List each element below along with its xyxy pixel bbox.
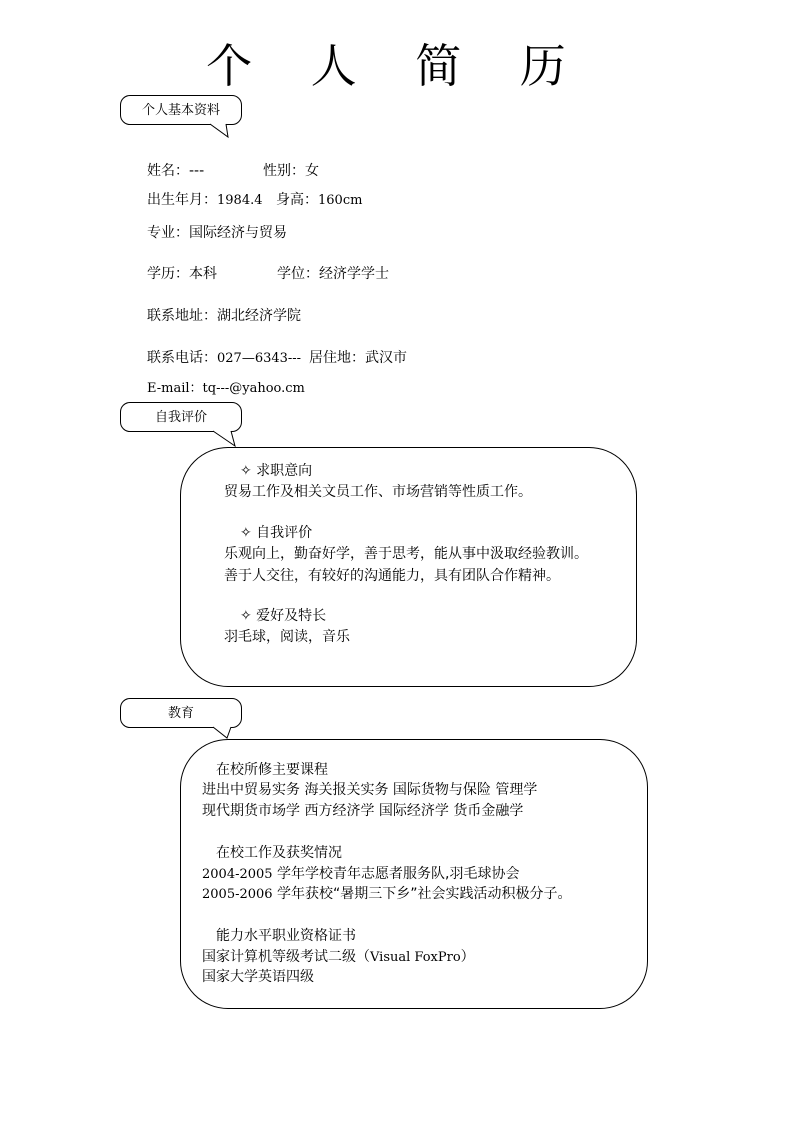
awards-year: 2004-2005 [202, 867, 273, 882]
hobbies-text: 羽毛球，阅读，音乐 [224, 629, 350, 645]
residence-field: 居住地：武汉市 [309, 350, 407, 366]
height-field [276, 189, 362, 209]
certs-line-2: 国家大学英语四级 [202, 969, 314, 985]
phone-value: 027—6343--- [217, 351, 302, 366]
section-label-text: 自我评价 [154, 410, 207, 425]
awards-heading: 在校工作及获奖情况 [216, 845, 342, 861]
cert-text: 国家计算机等级考试二级（ [202, 949, 370, 965]
awards-line-2 [202, 883, 572, 903]
courses-line-2: 现代期货市场学 西方经济学 国际经济学 货币金融学 [202, 803, 524, 819]
awards-line-1 [202, 863, 519, 883]
certs-heading: 能力水平职业资格证书 [216, 928, 356, 944]
page-title: 个 人 简 历 [206, 39, 588, 93]
gender-field: 性别：女 [263, 163, 319, 179]
section-label-education [120, 698, 242, 728]
phone-field [147, 347, 301, 367]
section-label-self-eval [120, 402, 242, 432]
awards-text: 学年学校青年志愿者服务队,羽毛球协会 [272, 866, 520, 882]
major-field: 专业：国际经济与贸易 [147, 225, 287, 241]
certs-line-1 [202, 946, 475, 966]
job-intent-heading: ✧ 求职意向 [240, 463, 313, 479]
cert-software: Visual FoxPro [370, 950, 461, 965]
height-label: 身高： [276, 192, 318, 208]
section-label-text: 教育 [167, 706, 194, 721]
callout-tail [200, 124, 240, 140]
courses-line-1: 进出中贸易实务 海关报关实务 国际货物与保险 管理学 [202, 782, 538, 798]
hobbies-heading: ✧ 爱好及特长 [240, 608, 327, 624]
birth-field [147, 189, 263, 209]
job-intent-text: 贸易工作及相关文员工作、市场营销等性质工作。 [224, 484, 532, 500]
section-label-basic-info [120, 95, 242, 125]
email-field: E-mail：tq---@yahoo.cm [147, 381, 305, 396]
bachelor-field: 学位：经济学学士 [277, 266, 389, 282]
section-label-text: 个人基本资料 [141, 103, 220, 118]
cert-text: ） [460, 949, 475, 965]
self-eval-text-2: 善于人交往，有较好的沟通能力，具有团队合作精神。 [224, 568, 560, 584]
name-field: 姓名：--- [147, 163, 205, 179]
awards-year: 2005-2006 [202, 887, 273, 902]
self-eval-heading: ✧ 自我评价 [240, 525, 313, 541]
address-field: 联系地址：湖北经济学院 [147, 308, 301, 324]
birth-label: 出生年月： [147, 192, 217, 208]
awards-text: 学年获校“暑期三下乡”社会实践活动积极分子。 [272, 886, 572, 902]
phone-label: 联系电话： [147, 350, 217, 366]
birth-value: 1984.4 [217, 193, 263, 208]
courses-heading: 在校所修主要课程 [216, 762, 328, 778]
degree-field: 学历：本科 [147, 266, 217, 282]
height-value: 160cm [318, 193, 363, 208]
self-eval-text-1: 乐观向上，勤奋好学，善于思考，能从事中汲取经验教训。 [224, 546, 588, 562]
